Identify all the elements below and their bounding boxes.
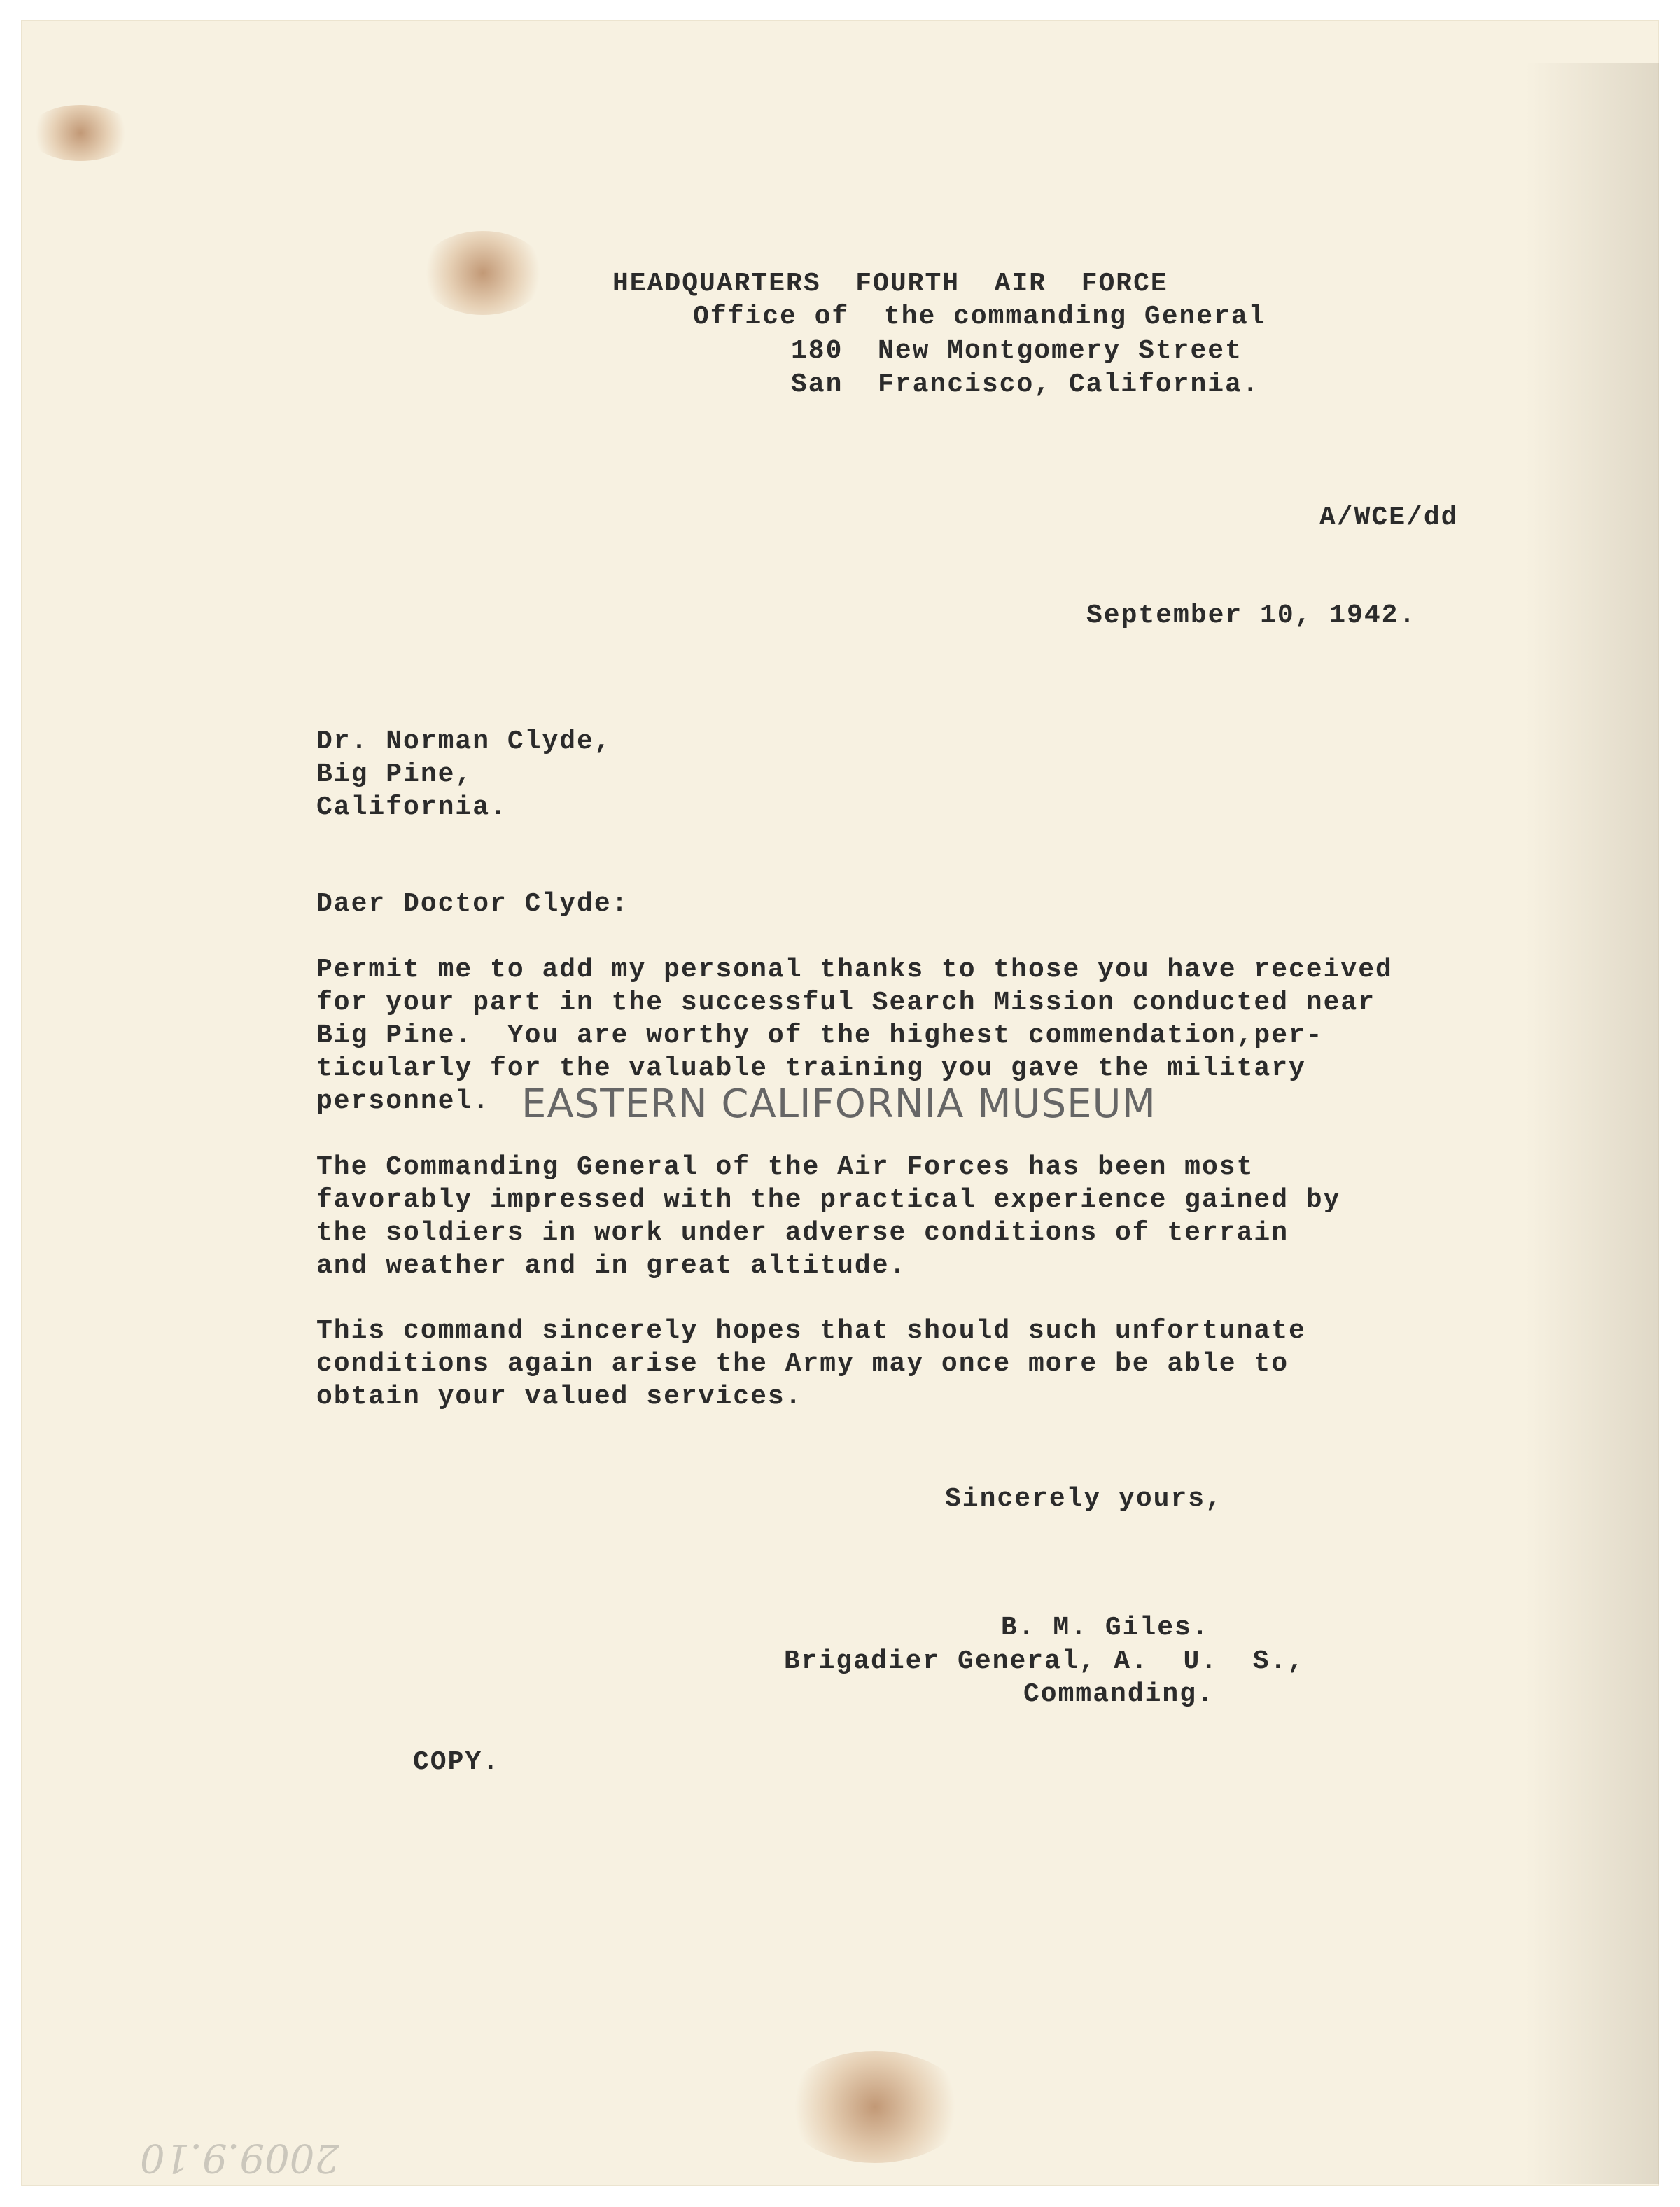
paragraph-line: Big Pine. You are worthy of the highest commendation,per- bbox=[316, 1021, 1324, 1051]
paper-edge-shadow bbox=[1526, 63, 1659, 2184]
recipient-line-3: California. bbox=[316, 792, 507, 822]
paragraph-line: ticularly for the valuable training you gave the military bbox=[316, 1053, 1306, 1084]
museum-watermark: EASTERN CALIFORNIA MUSEUM bbox=[522, 1081, 1156, 1127]
recipient-line-1: Dr. Norman Clyde, bbox=[316, 727, 612, 757]
closing: Sincerely yours, bbox=[945, 1484, 1223, 1514]
signatory-name: B. M. Giles. bbox=[1001, 1613, 1210, 1643]
paragraph-line: favorably impressed with the practical experience gained by bbox=[316, 1185, 1341, 1215]
paragraph-line: for your part in the successful Search Mission conducted near bbox=[316, 988, 1376, 1018]
salutation: Daer Doctor Clyde: bbox=[316, 889, 629, 919]
letter-date: September 10, 1942. bbox=[1086, 601, 1417, 631]
letterhead-line-2: Office of the commanding General bbox=[693, 302, 1266, 332]
paragraph-line: Permit me to add my personal thanks to those you have received bbox=[316, 955, 1393, 985]
rust-stain-top-left bbox=[28, 105, 133, 161]
paragraph-line: This command sincerely hopes that should such unfortunate bbox=[316, 1316, 1306, 1346]
paragraph-line: conditions again arise the Army may once more be able to bbox=[316, 1349, 1289, 1379]
signatory-title: Brigadier General, A. U. S., bbox=[784, 1646, 1306, 1676]
rust-stain-bottom bbox=[784, 2051, 966, 2163]
paragraph-line: personnel. bbox=[316, 1086, 491, 1116]
paragraph-line: and weather and in great altitude. bbox=[316, 1251, 907, 1281]
rust-stain-letterhead bbox=[420, 231, 546, 315]
copy-mark: COPY. bbox=[413, 1747, 500, 1777]
paragraph-line: The Commanding General of the Air Forces has been most bbox=[316, 1152, 1254, 1182]
recipient-line-2: Big Pine, bbox=[316, 759, 473, 790]
reference-code: A/WCE/dd bbox=[1320, 503, 1459, 533]
letterhead-line-3: 180 New Montgomery Street bbox=[791, 336, 1242, 366]
paragraph-line: obtain your valued services. bbox=[316, 1382, 803, 1412]
accession-number: 2009.9.10 bbox=[140, 2135, 340, 2180]
letterhead-line-1: HEADQUARTERS FOURTH AIR FORCE bbox=[612, 269, 1168, 299]
paragraph-line: the soldiers in work under adverse conditions of terrain bbox=[316, 1218, 1289, 1248]
signatory-role: Commanding. bbox=[1023, 1679, 1214, 1709]
letterhead-line-4: San Francisco, California. bbox=[791, 370, 1260, 400]
